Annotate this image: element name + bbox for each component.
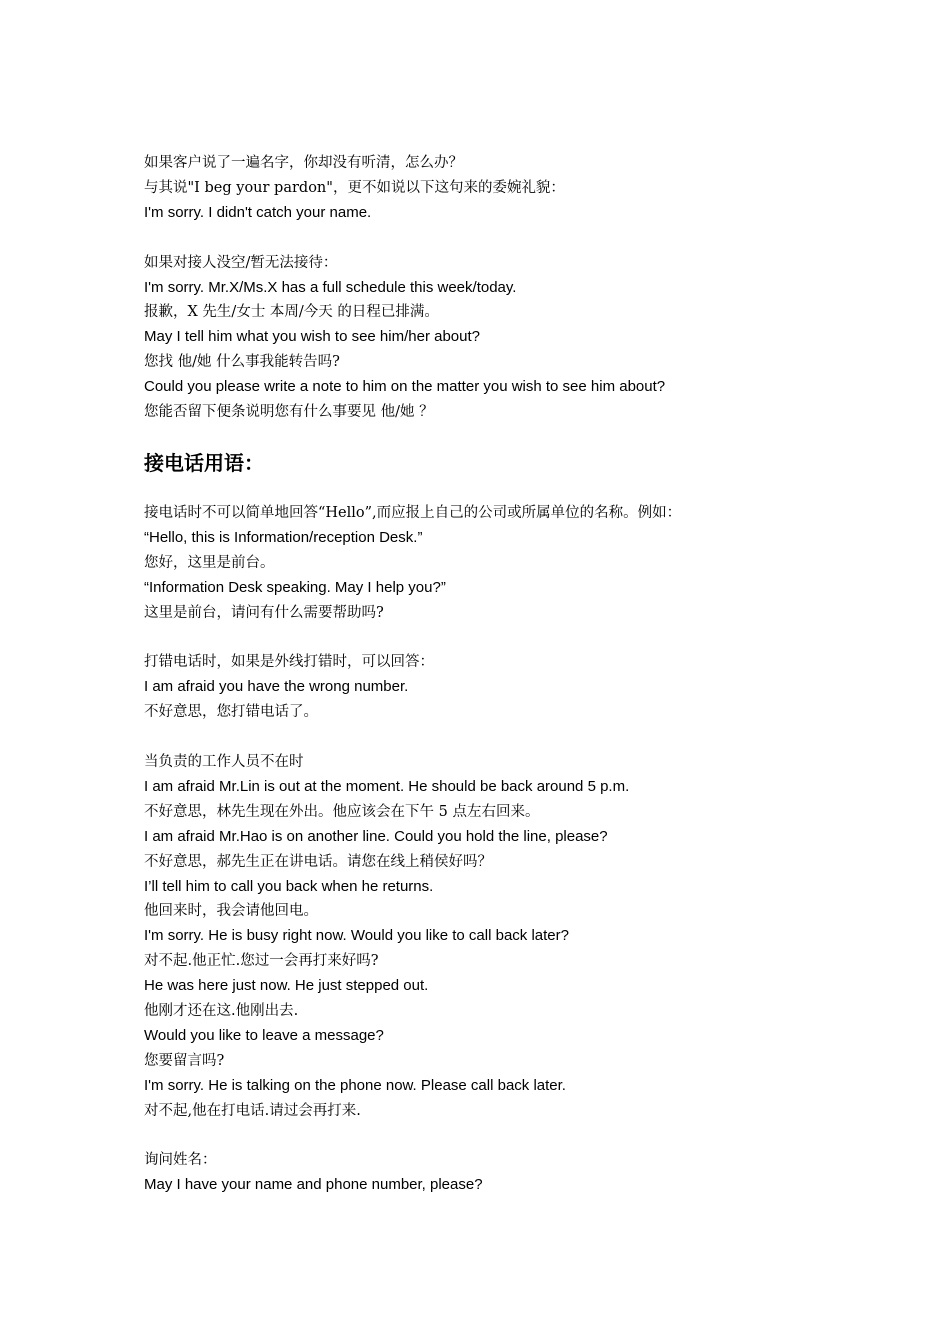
- text-line: “Hello, this is Information/reception Desk.”: [144, 528, 423, 546]
- blank-line: [144, 725, 864, 750]
- text-line: I am afraid Mr.Hao is on another line. Could you hold the line, please?: [144, 827, 608, 845]
- section-staff-absent: [144, 750, 864, 1124]
- text-line: 当负责的工作人员不在时: [144, 753, 304, 770]
- text-line: 打错电话时，如果是外线打错时，可以回答：: [144, 654, 434, 671]
- text-line: 不好意思，郝先生正在讲电话。请您在线上稍侯好吗？: [144, 853, 492, 870]
- text-line: 如果对接人没空/暂无法接待：: [144, 254, 338, 271]
- blank-line: [144, 625, 864, 650]
- text-line: Could you please write a note to him on the matter you wish to see him about?: [144, 378, 666, 396]
- text-line: May I tell him what you wish to see him/her about?: [144, 328, 480, 346]
- text-line: 对不起,他在打电话.请过会再打来.: [144, 1102, 361, 1119]
- text-line: 他回来时，我会请他回电。: [144, 903, 318, 920]
- text-line: 您好，这里是前台。: [144, 554, 275, 571]
- text-line: 对不起.他正忙.您过一会再打来好吗?: [144, 953, 379, 970]
- section-heading: 接电话用语：: [144, 450, 264, 475]
- text-line: “Information Desk speaking. May I help you?”: [144, 578, 446, 596]
- text-line: 报歉，X 先生/女士 本周/今天 的日程已排满。: [144, 304, 439, 321]
- text-line: 他刚才还在这.他刚出去.: [144, 1003, 299, 1020]
- text-line: 不好意思，林先生现在外出。他应该会在下午 5 点左右回来。: [144, 803, 540, 820]
- section-unavailable: [144, 251, 864, 425]
- section-unclear-name: [144, 151, 864, 226]
- text-line: 您要留言吗?: [144, 1052, 225, 1069]
- text-line: I am afraid Mr.Lin is out at the moment. He should be back around 5 p.m.: [144, 777, 630, 795]
- text-line: May I have your name and phone number, please?: [144, 1176, 483, 1194]
- text-line: 询问姓名：: [144, 1152, 217, 1169]
- text-line: 接电话时不可以简单地回答“Hello”,而应报上自己的公司或所属单位的名称。例如：: [144, 504, 682, 521]
- text-line: 您找 他/她 什么事我能转告吗?: [144, 354, 340, 371]
- section-wrong-number: [144, 650, 864, 725]
- text-line: I'm sorry. I didn't catch your name.: [144, 203, 372, 221]
- text-line: I’ll tell him to call you back when he returns.: [144, 877, 434, 895]
- text-line: 不好意思，您打错电话了。: [144, 704, 318, 721]
- blank-line: [144, 1124, 864, 1149]
- text-line: 您能否留下便条说明您有什么事要见 他/她 ？: [144, 404, 434, 421]
- section-answer-phone: [144, 501, 864, 626]
- document-body: [144, 151, 864, 1198]
- text-line: 与其说"I beg your pardon"，更不如说以下这句来的委婉礼貌：: [144, 179, 565, 196]
- section-ask-name: [144, 1148, 864, 1198]
- text-line: 这里是前台，请问有什么需要帮助吗?: [144, 604, 384, 621]
- text-line: He was here just now. He just stepped out.: [144, 977, 429, 995]
- text-line: Would you like to leave a message?: [144, 1026, 384, 1044]
- blank-line: [144, 226, 864, 251]
- text-line: I'm sorry. Mr.X/Ms.X has a full schedule this week/today.: [144, 278, 517, 296]
- text-line: I'm sorry. He is busy right now. Would you like to call back later?: [144, 927, 569, 945]
- text-line: I am afraid you have the wrong number.: [144, 678, 409, 696]
- text-line: I'm sorry. He is talking on the phone now. Please call back later.: [144, 1076, 566, 1094]
- text-line: 如果客户说了一遍名字，你却没有听清，怎么办？: [144, 155, 463, 171]
